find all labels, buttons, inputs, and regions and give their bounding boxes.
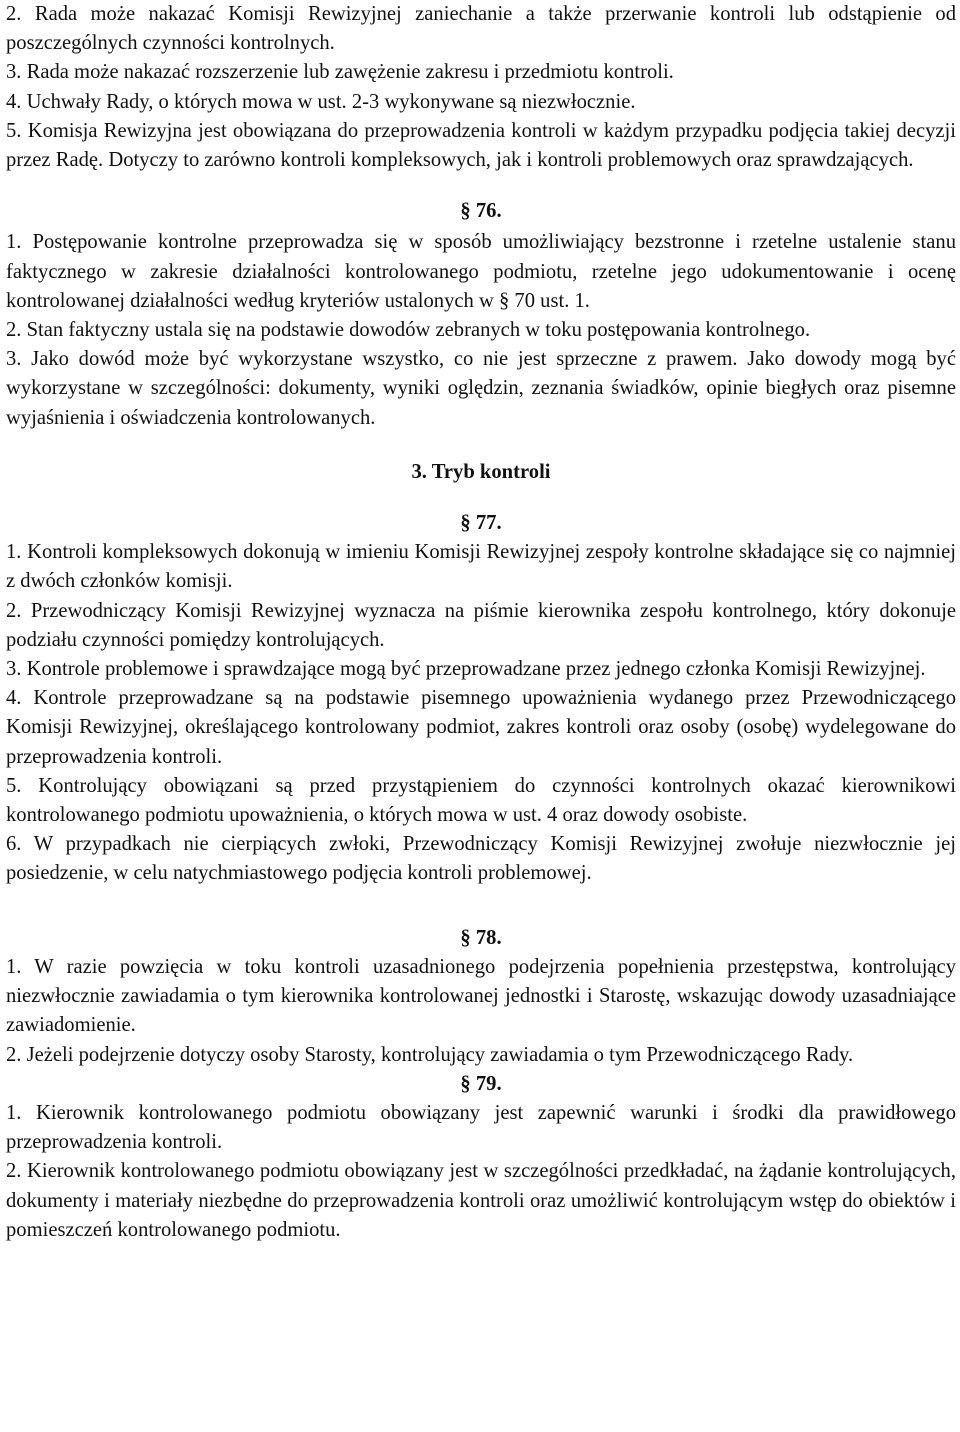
section-heading-79: § 79.: [460, 1072, 502, 1095]
paragraph-79-1: 1. Kierownik kontrolowanego podmiotu obowiązany jest zapewnić warunki i środki dla prawidłowego przeprowadzenia kontroli.: [6, 1101, 956, 1154]
paragraph-79-2: 2. Kierownik kontrolowanego podmiotu obowiązany jest w szczególności przedkładać, na żądanie kontrolujących, dokumenty i materiały niezbędne do przeprowadzenia kontroli oraz umożliwić kontrolującym wstęp do obiektów i pomieszczeń kontrolowanego podmiotu.: [6, 1160, 956, 1241]
paragraph-76-3: 3. Jako dowód może być wykorzystane wszystko, co nie jest sprzeczne z prawem. Jako dowody mogą być wykorzystane w szczególności: dokumenty, wyniki oględzin, zeznania świadków, opinie biegłych oraz pisemne wyjaśnienia i oświadczenia kontrolowanych.: [6, 348, 956, 429]
paragraph-77-6: 6. W przypadkach nie cierpiących zwłoki, Przewodniczący Komisji Rewizyjnej zwołuje niezwłocznie jej posiedzenie, w celu natychmiastowego podjęcia kontroli problemowej.: [6, 833, 956, 885]
paragraph-78-2: 2. Jeżeli podejrzenie dotyczy osoby Starosty, kontrolujący zawiadamia o tym Przewodniczącego Rady.: [6, 1043, 854, 1066]
paragraph-75-5: 5. Komisja Rewizyjna jest obowiązana do przeprowadzenia kontroli w każdym przypadku podjęcia takiej decyzji przez Radę. Dotyczy to zarówno kontroli kompleksowych, jak i kontroli problemowych oraz sprawdzających.: [6, 119, 956, 172]
paragraph-77-3: 3. Kontrole problemowe i sprawdzające mogą być przeprowadzane przez jednego członka Komisji Rewizyjnej.: [6, 658, 926, 681]
chapter-title: 3. Tryb kontroli: [411, 460, 551, 483]
paragraph-77-2: 2. Przewodniczący Komisji Rewizyjnej wyznacza na piśmie kierownika zespołu kontrolnego, który dokonuje podziału czynności pomiędzy kontrolujących.: [6, 599, 956, 651]
section-heading-78: § 78.: [460, 926, 502, 949]
paragraph-76-1: 1. Postępowanie kontrolne przeprowadza się w sposób umożliwiający bezstronne i rzetelne ustalenie stanu faktycznego w zakresie działalności kontrolowanego podmiotu, rzetelne jego udokumentowanie i ocenę kontrolowanej działalności według kryteriów ustalonych w § 70 ust. 1.: [6, 231, 956, 312]
section-heading-76: § 76.: [460, 200, 502, 223]
document-page: [6, 0, 956, 1245]
paragraph-77-5: 5. Kontrolujący obowiązani są przed przystąpieniem do czynności kontrolnych okazać kierownikowi kontrolowanego podmiotu upoważnienia, o których mowa w ust. 4 oraz dowody osobiste.: [6, 774, 956, 827]
paragraph-77-4: 4. Kontrole przeprowadzane są na podstawie pisemnego upoważnienia wydanego przez Przewodniczącego Komisji Rewizyjnej, określającego kontrolowany podmiot, zakres kontroli oraz osoby (osobę) wydelegowane do przeprowadzenia kontroli.: [6, 687, 956, 768]
paragraph-75-3: 3. Rada może nakazać rozszerzenie lub zawężenie zakresu i przedmiotu kontroli.: [6, 61, 674, 84]
paragraph-75-2: 2. Rada może nakazać Komisji Rewizyjnej zaniechanie a także przerwanie kontroli lub odstąpienie od poszczególnych czynności kontrolnych.: [6, 3, 956, 55]
paragraph-77-1: 1. Kontroli kompleksowych dokonują w imieniu Komisji Rewizyjnej zespoły kontrolne składające się co najmniej z dwóch członków komisji.: [6, 541, 956, 593]
section-heading-77: § 77.: [460, 512, 502, 535]
paragraph-75-4: 4. Uchwały Rady, o których mowa w ust. 2-3 wykonywane są niezwłocznie.: [6, 90, 636, 113]
paragraph-76-2: 2. Stan faktyczny ustala się na podstawie dowodów zebranych w toku postępowania kontrolnego.: [6, 319, 811, 342]
paragraph-78-1: 1. W razie powzięcia w toku kontroli uzasadnionego podejrzenia popełnienia przestępstwa, kontrolujący niezwłocznie zawiadamia o tym kierownika kontrolowanej jednostki i Starostę, wskazując dowody uzasadniające zawiadomienie.: [6, 955, 956, 1037]
